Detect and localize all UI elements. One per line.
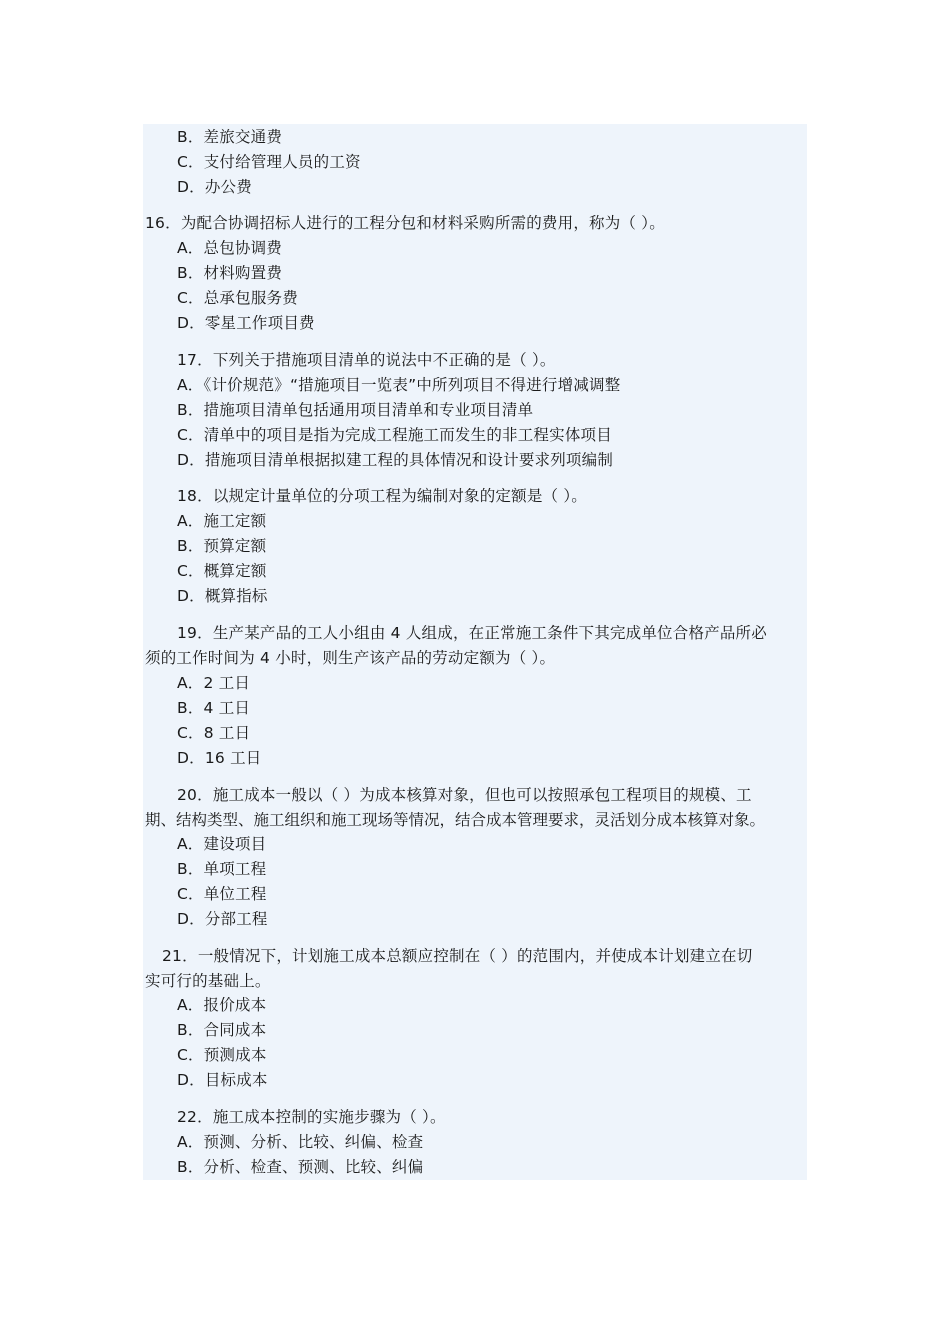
question-17-option-b: B．措施项目清单包括通用项目清单和专业项目清单 — [177, 401, 534, 419]
question-17-stem: 17．下列关于措施项目清单的说法中不正确的是（ ）。 — [177, 351, 556, 369]
question-16-stem: 16．为配合协调招标人进行的工程分包和材料采购所需的费用，称为（ ）。 — [145, 214, 665, 232]
option-line: C．支付给管理人员的工资 — [177, 153, 361, 171]
question-20-option-d: D．分部工程 — [177, 910, 268, 928]
question-20-option-a: A．建设项目 — [177, 835, 267, 853]
question-17-option-c: C．清单中的项目是指为完成工程施工而发生的非工程实体项目 — [177, 426, 612, 444]
question-22-stem: 22．施工成本控制的实施步骤为（ ）。 — [177, 1108, 446, 1126]
question-19-option-c: C．8 工日 — [177, 724, 251, 742]
question-20-option-b: B．单项工程 — [177, 860, 267, 878]
question-16-option-c: C．总承包服务费 — [177, 289, 298, 307]
option-line: D．办公费 — [177, 178, 252, 196]
question-19-option-a: A．2 工日 — [177, 674, 251, 692]
question-22-option-a: A．预测、分析、比较、纠偏、检查 — [177, 1133, 424, 1151]
question-21-stem-continued: 实可行的基础上。 — [145, 972, 271, 990]
question-18-option-b: B．预算定额 — [177, 537, 267, 555]
question-21-option-a: A．报价成本 — [177, 996, 267, 1014]
question-21-option-b: B．合同成本 — [177, 1021, 267, 1039]
question-21-stem: 21．一般情况下，计划施工成本总额应控制在（ ）的范围内，并使成本计划建立在切 — [162, 947, 753, 965]
question-19-option-d: D．16 工日 — [177, 749, 262, 767]
option-line: B．差旅交通费 — [177, 128, 283, 146]
question-21-option-d: D．目标成本 — [177, 1071, 268, 1089]
question-18-option-a: A．施工定额 — [177, 512, 267, 530]
question-22-option-b: B．分析、检查、预测、比较、纠偏 — [177, 1158, 424, 1176]
question-18-stem: 18．以规定计量单位的分项工程为编制对象的定额是（ ）。 — [177, 487, 588, 505]
question-21-option-c: C．预测成本 — [177, 1046, 267, 1064]
question-17-option-a: A．《计价规范》“措施项目一览表”中所列项目不得进行增减调整 — [177, 376, 621, 394]
question-19-stem-continued: 须的工作时间为 4 小时，则生产该产品的劳动定额为（ ）。 — [145, 649, 556, 667]
question-18-option-d: D．概算指标 — [177, 587, 268, 605]
question-16-option-a: A．总包协调费 — [177, 239, 283, 257]
question-20-option-c: C．单位工程 — [177, 885, 267, 903]
question-16-option-d: D．零星工作项目费 — [177, 314, 315, 332]
question-17-option-d: D．措施项目清单根据拟建工程的具体情况和设计要求列项编制 — [177, 451, 614, 469]
question-18-option-c: C．概算定额 — [177, 562, 267, 580]
question-20-stem-continued: 期、结构类型、施工组织和施工现场等情况，结合成本管理要求，灵活划分成本核算对象。 — [145, 811, 766, 829]
question-20-stem: 20．施工成本一般以（ ）为成本核算对象，但也可以按照承包工程项目的规模、工 — [177, 786, 752, 804]
question-19-stem: 19．生产某产品的工人小组由 4 人组成，在正常施工条件下其完成单位合格产品所必 — [177, 624, 767, 642]
question-16-option-b: B．材料购置费 — [177, 264, 283, 282]
question-19-option-b: B．4 工日 — [177, 699, 251, 717]
